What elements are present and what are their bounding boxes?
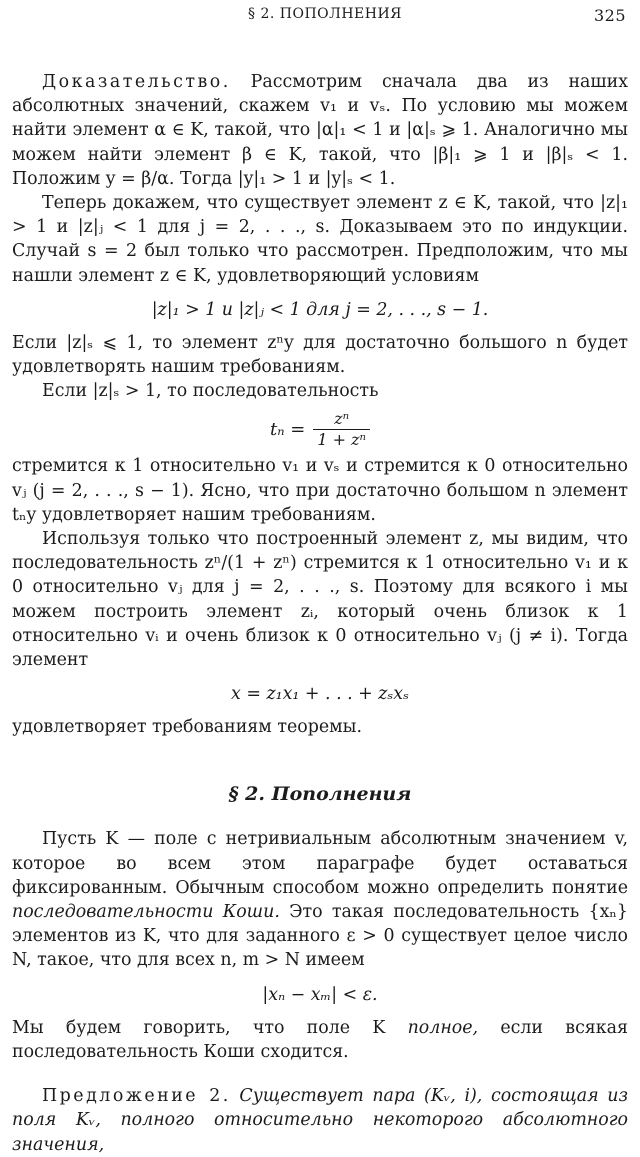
proposition-lead: Предложение 2. [42, 1086, 231, 1107]
section-paragraph-2 [12, 1016, 628, 1064]
proof-paragraph-5: стремится к 1 относительно v₁ и vₛ и стремится к 0 относительно vⱼ (j = 2, . . ., s − 1). Ясно, что при достаточно большом n элемент tₙy удовлетворяет нашим требованиям. [12, 456, 628, 525]
formula-tn [12, 409, 628, 450]
section-text-1a: Пусть K — поле с нетривиальным абсолютным значением v, которое во всем этом параграфе будет оставаться фиксированным. Обычным способом можно определить понятие [12, 829, 628, 898]
term-complete: полное, [407, 1017, 479, 1038]
section-heading: § 2. Пополнения [228, 783, 412, 806]
running-header: § 2. ПОПОЛНЕНИЯ [248, 6, 402, 22]
section-paragraph-1 [12, 827, 628, 972]
formula-cauchy: |xₙ − xₘ| < ε. [262, 984, 378, 1005]
proof-paragraph-3: Если |z|ₛ ⩽ 1, то элемент zⁿy для достаточно большого n будет удовлетворять нашим требованиям. [12, 332, 628, 378]
page-number: 325 [593, 6, 626, 25]
formula-x: x = z₁x₁ + . . . + zₛxₛ [231, 684, 409, 705]
fraction-denominator: 1 + zⁿ [313, 429, 370, 450]
section-text-2a: Мы будем говорить, что поле K [12, 1017, 408, 1038]
formula-condition: |z|₁ > 1 и |z|ⱼ < 1 для j = 2, . . ., s − 1. [151, 299, 489, 320]
proof-text-1: Рассмотрим сначала два из наших абсолютных значений, скажем v₁ и vₛ. По условию мы можем найти элемент α ∈ K, такой, что |α|₁ < 1 и |α|ₛ ⩾ 1. Аналогично мы можем найти элемент β ∈ K, такой, что |β|₁ ⩾ 1 и |β|ₛ < 1. Положим y = β/α. Тогда |y|₁ > 1 и |y|ₛ < 1. [12, 72, 628, 189]
proof-paragraph-1 [12, 70, 628, 191]
formula-tn-lhs: tₙ = [269, 418, 306, 440]
fraction [313, 409, 370, 450]
section-text-2b: если всякая последовательность Коши сходится. [12, 1017, 628, 1062]
proof-paragraph-6: Используя только что построенный элемент z, мы видим, что последовательность zⁿ/(1 + zⁿ) стремится к 1 относительно v₁ и к 0 относительно vⱼ для j = 2, . . ., s. Поэтому для всякого i мы можем построить элемент zᵢ, который очень близок к 1 относительно vᵢ и очень близок к 0 относительно vⱼ (j ≠ i). Тогда элемент [12, 529, 628, 671]
proposition-text: Существует пара (Kᵥ, i), состоящая из поля Kᵥ, полного относительно некоторого абсолютного значения, [12, 1086, 628, 1155]
term-cauchy-sequence: последовательности Коши. [12, 902, 280, 923]
proof-paragraph-4: Если |z|ₛ > 1, то последовательность [42, 381, 379, 402]
proof-paragraph-7: удовлетворяет требованиям теоремы. [12, 717, 363, 738]
section-text-1b: Это такая последовательность {xₙ} элементов из K, что для заданного ε > 0 существует целое число N, такое, что для всех n, m > N имеем [12, 902, 628, 971]
proof-paragraph-2: Теперь докажем, что существует элемент z ∈ K, такой, что |z|₁ > 1 и |z|ⱼ < 1 для j = 2, . . ., s. Доказываем это по индукции. Случай s = 2 был только что рассмотрен. Предположим, что мы нашли элемент z ∈ K, удовлетворяющий условиям [12, 193, 628, 286]
proposition-paragraph [12, 1084, 628, 1157]
fraction-numerator: zⁿ [334, 409, 350, 429]
page-body [12, 70, 628, 1157]
proof-lead: Доказательство. [42, 72, 231, 92]
